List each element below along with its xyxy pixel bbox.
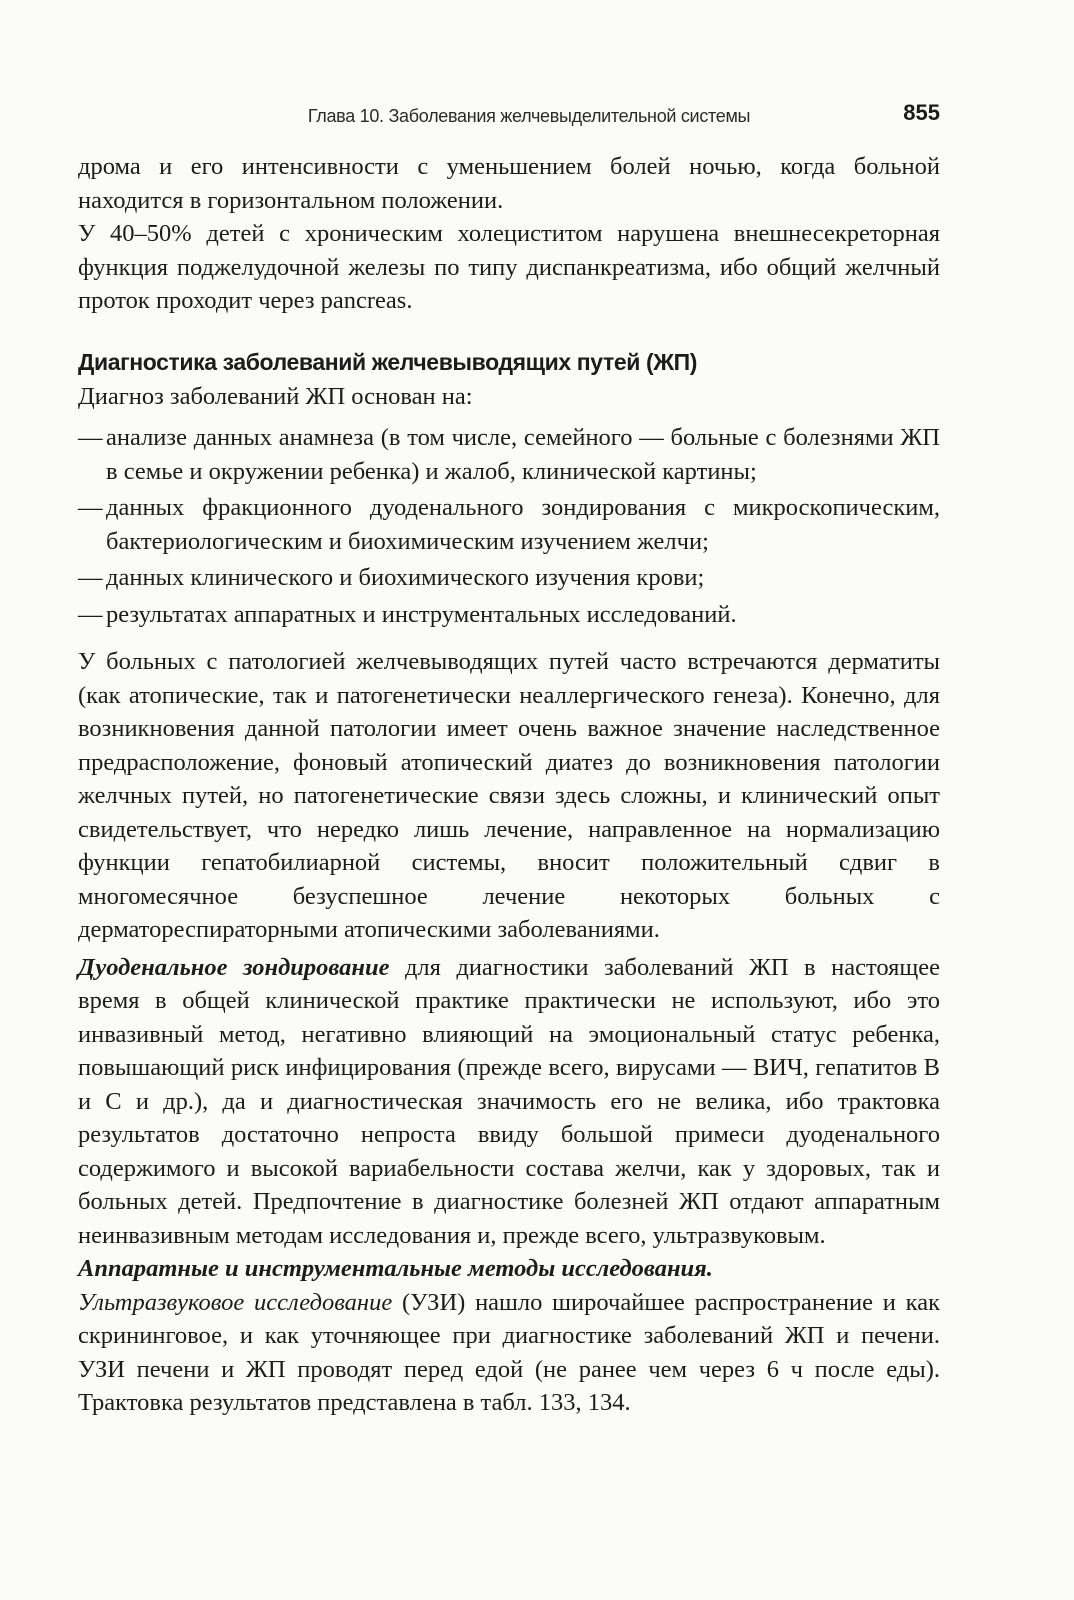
- paragraph-text: (УЗИ) нашло широчайшее распространение и как скрининговое, и как уточняющее при диагностике заболеваний ЖП и печени. УЗИ печени и ЖП проводят перед едой (не ранее чем через 6 ч после еды). Трактовка результатов представлена в табл. 133, 134.: [78, 1288, 940, 1416]
- page-number: 855: [903, 100, 940, 125]
- running-title: Глава 10. Заболевания желчевыделительной системы: [307, 106, 751, 126]
- list-item-text: анализе данных анамнеза (в том числе, семейного — больные с болезнями ЖП в семье и окружении ребенка) и жалоб, клинической картины;: [106, 424, 940, 485]
- dash-marker: —: [78, 564, 103, 591]
- list-intro: Диагноз заболеваний ЖП основан на:: [78, 382, 473, 410]
- dash-marker: —: [78, 494, 103, 521]
- list-item: [78, 421, 940, 488]
- list-item-text: данных фракционного дуоденального зондирования с микроскопическим, бактериологическим и биохимическим изучением желчи;: [106, 494, 940, 555]
- lead-term: Дуоденальное зондирование: [78, 953, 390, 981]
- paragraph: [78, 1286, 940, 1420]
- lead-term: Ультразвуковое исследование: [78, 1288, 393, 1316]
- paragraph-text: для диагностики заболеваний ЖП в настоящее время в общей клинической практике практически не используют, ибо это инвазивный метод, негативно влияющий на эмоциональный статус ребенка, повышающий риск инфицирования (прежде всего, вирусами — ВИЧ, гепатитов В и С и др.), да и диагностическая значимость его не велика, ибо трактовка результатов достаточно непроста ввиду большой примеси дуоденального содержимого и высокой вариабельности состава желчи, как у здоровых, так и больных детей. Предпочтение в диагностике болезней ЖП отдают аппаратным неинвазивным методам исследования и, прежде всего, ультразвуковым.: [78, 953, 940, 1249]
- list-item: [78, 561, 940, 595]
- dash-marker: —: [78, 600, 103, 628]
- paragraph: [78, 217, 940, 318]
- list-item: [78, 598, 940, 632]
- criteria-list: [78, 421, 940, 631]
- paragraph: дрома и его интенсивности с уменьшением болей ночью, когда больной находится в горизонтальном положении.: [78, 153, 940, 214]
- page-body: [78, 150, 940, 1420]
- subsection-heading: Аппаратные и инструментальные методы исследования.: [78, 1255, 713, 1282]
- paragraph: У больных с патологией желчевыводящих путей часто встречаются дерматиты (как атопические, так и патогенетически неаллергического генеза). Конечно, для возникновения данной патологии имеет очень важное значение наследственное предрасположение, фоновый атопический диатез до возникновения патологии желчных путей, но патогенетические связи здесь сложны, и клинический опыт свидетельствует, что нередко лишь лечение, направленное на нормализацию функции гепатобилиарной системы, вносит положительный сдвиг в многомесячное безуспешное лечение некоторых больных с дерматореспираторными атопическими заболеваниями.: [78, 648, 940, 943]
- list-item: [78, 491, 940, 558]
- list-item-text: результатах аппаратных и инструментальных исследований.: [106, 600, 737, 628]
- list-item-text: данных клинического и биохимического изучения крови;: [106, 564, 705, 591]
- dash-marker: —: [78, 424, 103, 451]
- section-heading: Диагностика заболеваний желчевыводящих путей (ЖП): [78, 348, 697, 375]
- running-head: [78, 100, 940, 132]
- paragraph-text: У 40–50% детей с хроническим холециститом нарушена внешнесекреторная функция поджелудочной железы по типу диспанкреатизма, ибо общий желчный проток проходит через pancreas.: [78, 220, 940, 314]
- paragraph: [78, 951, 940, 1253]
